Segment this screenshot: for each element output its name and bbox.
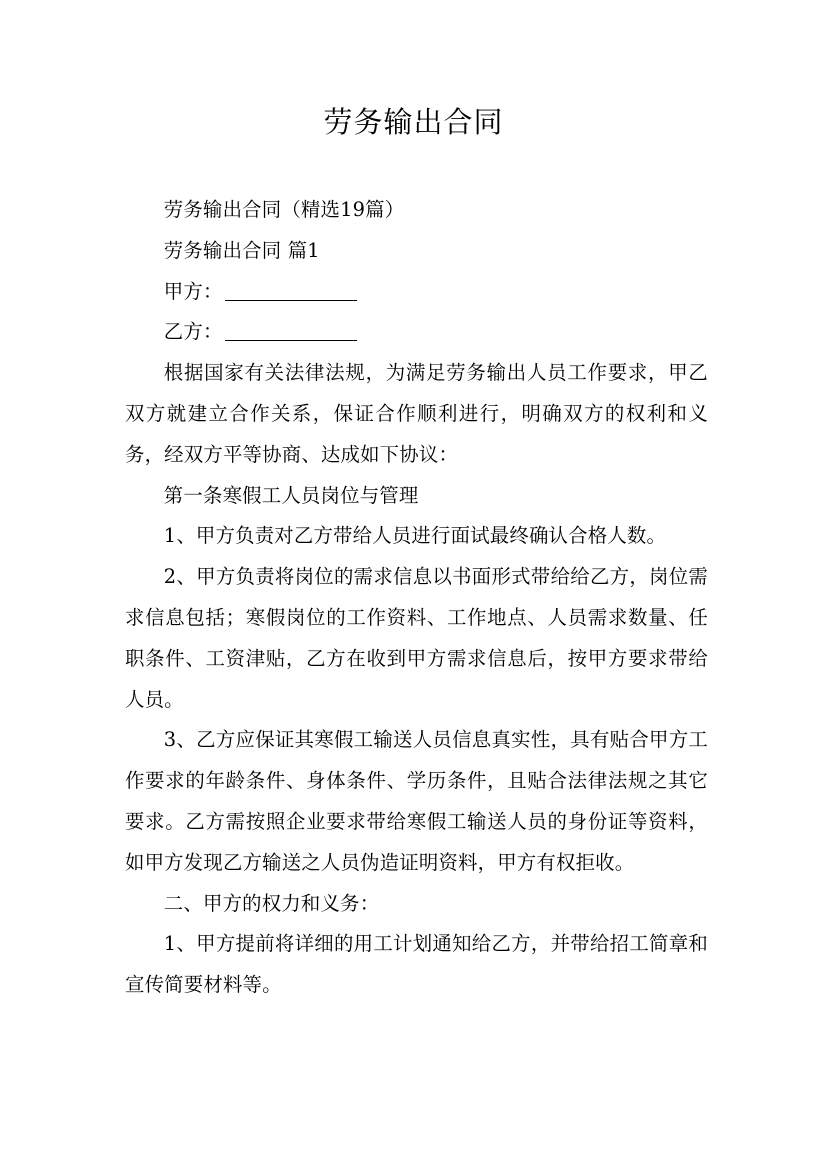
document-title: 劳务输出合同	[323, 105, 504, 139]
clause-1: 1、甲方负责对乙方带给人员进行面试最终确认合格人数。	[163, 524, 667, 548]
document-subtitle: 劳务输出合同（精选19篇）	[163, 198, 405, 221]
party-b-blank	[225, 322, 357, 341]
party-a-blank	[225, 282, 357, 301]
clause-2: 2、甲方负责将岗位的需求信息以书面形式带给给乙方，岗位需求信息包括；寒假岗位的工作资料、工作地点、人员需求数量、任职条件、工资津贴，乙方在收到甲方需求信息后，按甲方要求带给人员。	[125, 565, 708, 711]
document-body	[125, 190, 708, 1006]
party-a-line	[125, 272, 708, 313]
clause-3: 3、乙方应保证其寒假工输送人员信息真实性，具有贴合甲方工作要求的年龄条件、身体条件、学历条件，且贴合法律法规之其它要求。乙方需按照企业要求带给寒假工输送人员的身份证等资料，如甲方发现乙方输送之人员伪造证明资料，甲方有权拒收。	[125, 728, 708, 874]
paragraph-intro: 根据国家有关法律法规，为满足劳务输出人员工作要求，甲乙双方就建立合作关系，保证合作顺利进行，明确双方的权利和义务，经双方平等协商、达成如下协议：	[125, 361, 708, 466]
article-two-heading: 二、甲方的权力和义务：	[163, 891, 380, 915]
section-heading: 劳务输出合同 篇1	[163, 238, 320, 262]
article-one-heading: 第一条寒假工人员岗位与管理	[163, 483, 419, 507]
party-b-label: 乙方：	[163, 320, 223, 344]
article-two-clause-1: 1、甲方提前将详细的用工计划通知给乙方，并带给招工简章和宣传简要材料等。	[125, 932, 708, 997]
party-a-label: 甲方：	[163, 279, 223, 303]
party-b-line	[125, 312, 708, 353]
